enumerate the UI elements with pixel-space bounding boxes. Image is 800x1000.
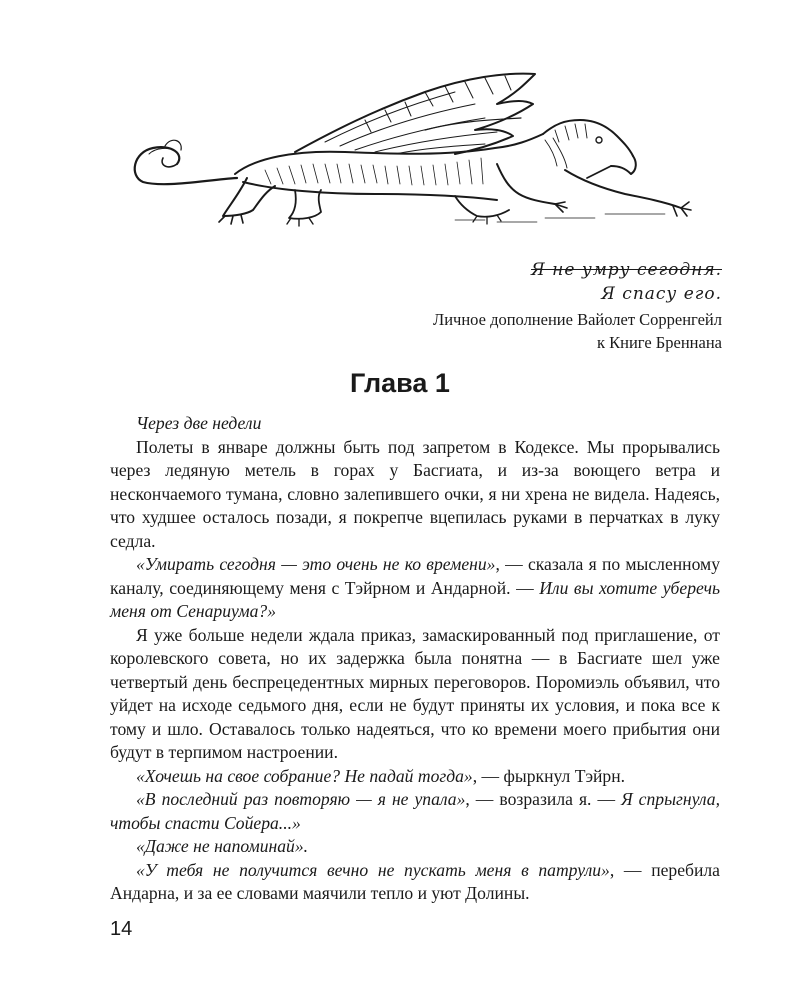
- page-number: 14: [110, 918, 133, 940]
- epigraph: [433, 258, 722, 354]
- plain-text: , — перебила Андарна, и за ее словами маячили тепло и уют Долины.: [110, 859, 720, 903]
- paragraph: [110, 835, 720, 859]
- epigraph-attribution-line-2: к Книге Бреннана: [597, 333, 722, 352]
- plain-text: , — фыркнул Тэйрн.: [472, 765, 626, 786]
- plain-text: , — возразила я. —: [465, 789, 622, 809]
- paragraph: [110, 859, 720, 906]
- paragraph: [110, 788, 720, 835]
- paragraph: Я уже больше недели ждала приказ, замаскированный под приглашение, от королевского совета, но их задержка была понятна — в Басгиате шел уже четвертый день беспрецедентных мирных переговоров. Поромиэль объявил, что уйдет на исходе седьмого дня, если не будут приняты их условия, и пока все к тому и шло. Оставалось только надеяться, что ко времени моего прибытия они будут в терпимом настроении.: [110, 624, 720, 762]
- plain-text: , — сказала я по мысленному каналу, соединяющему меня с Тэйрном и Андарной. —: [110, 554, 720, 598]
- chapter-title: Глава 1: [350, 368, 450, 398]
- italic-text: «Умирать сегодня — это очень не ко времени»: [136, 554, 496, 574]
- italic-text: «Хочешь на свое собрание? Не падай тогда»: [136, 765, 473, 786]
- italic-text: Я спрыгнула, чтобы спасти Сойера...»: [110, 789, 720, 833]
- body-text: [110, 412, 720, 906]
- italic-text: «У тебя не получится вечно не пускать меня в патрули»: [136, 859, 610, 880]
- epigraph-line-struck: Я не умру сегодня.: [531, 260, 722, 280]
- italic-text: «Даже не напоминай».: [136, 836, 309, 856]
- paragraph: [110, 553, 720, 624]
- italic-text: Или вы хотите уберечь меня от Сенариума?»: [110, 577, 720, 621]
- paragraph: Полеты в январе должны быть под запретом в Кодексе. Мы прорывались через ледяную метель в горах у Басгиата, и из-за воющего ветра и нескончаемого тумана, словно залепившего очки, я ни хрена не видела. Надеясь, что худшее осталось позади, я покрепче вцепилась руками в перчатках в луку седла.: [110, 436, 720, 551]
- italic-text: «В последний раз повторяю — я не упала»: [136, 789, 466, 809]
- epigraph-line: Я спасу его.: [601, 284, 722, 304]
- paragraph: [110, 765, 720, 789]
- epigraph-attribution-line-1: Личное дополнение Вайолет Сорренгейл: [433, 310, 722, 329]
- griffin-illustration: [125, 70, 695, 230]
- time-marker: Через две недели: [136, 413, 262, 433]
